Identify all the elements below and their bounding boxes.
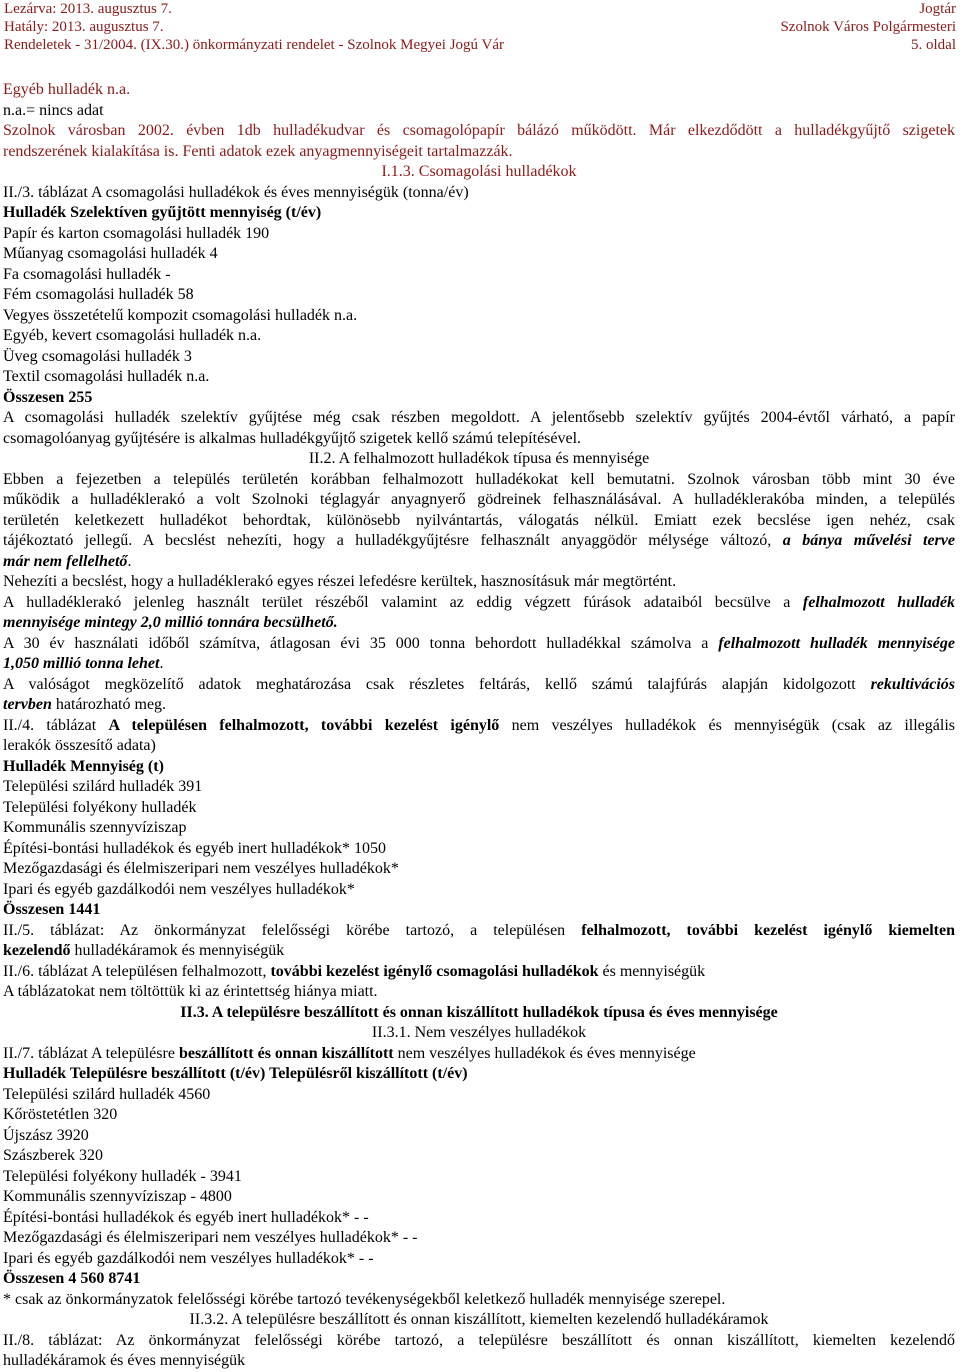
paragraph-line: 1,050 millió tonna lehet. [3,655,164,672]
table-footnote: * csak az önkormányzatok felelősségi körébe tartozó tevékenységekből keletkező hulladék mennyisége szerepel. [3,1290,726,1308]
paragraph-line: Ebben a fejezetben a település területén korábban felhalmozott hulladékokat kell bemutatni. Szolnok városban több mint 30 éve [3,470,955,488]
table-caption: II./7. táblázat A településre beszállított és onnan kiszállított nem veszélyes hulladékok és éves mennyisége [3,1044,696,1062]
table-row: Műanyag csomagolási hulladék 4 [3,245,218,262]
table-row: Szászberek 320 [3,1147,103,1164]
table-row: Kommunális szennyvíziszap - 4800 [3,1188,232,1205]
paragraph-line: működik a hulladéklerakó a volt Szolnoki téglagyár anyagnyerő gödreinek felhasználásával. A hulladéklerakóba minden, a település [3,491,955,508]
table-row: Vegyes összetételű kompozit csomagolási hulladék n.a. [3,306,358,324]
table-row: Mezőgazdasági és élelmiszeripari nem veszélyes hulladékok* [3,860,399,877]
table-row: Újszász 3920 [3,1126,89,1144]
table-header: Hulladék Településre beszállított (t/év) Településről kiszállított (t/év) [3,1065,468,1082]
section-heading: II.3.1. Nem veszélyes hulladékok [371,1024,587,1041]
header-left [4,0,504,54]
header-effective-date: Hatály: 2013. augusztus 7. [4,19,164,35]
table-caption: II./4. táblázat A településen felhalmozott, további kezelést igénylő nem veszélyes hulladékok és mennyiségük (csak az illegális [3,716,955,734]
table-note: A táblázatokat nem töltöttük ki az érintettség hiánya miatt. [3,983,378,1000]
paragraph-line: A 30 év használati időből számítva, átlagosan évi 35 000 tonna behordott hulladékkal számolva a felhalmozott hulladék mennyisége [3,634,956,652]
header-authority: Szolnok Város Polgármesteri [780,19,956,35]
paragraph-line: tervben határozható meg. [3,696,167,713]
table-total: Összesen 1441 [3,901,101,918]
table-row: Települési folyékony hulladék - 3941 [3,1167,242,1185]
table-row: Mezőgazdasági és élelmiszeripari nem veszélyes hulladékok* - - [3,1229,418,1246]
table-caption: II./6. táblázat A településen felhalmozott, további kezelést igénylő csomagolási hulladékok és mennyiségük [3,962,706,980]
table-header: Hulladék Mennyiség (t) [3,757,164,775]
table-row: Települési szilárd hulladék 4560 [3,1085,211,1103]
section-heading: II.3. A településre beszállított és onnan kiszállított hulladékok típusa és éves mennyisége [180,1003,778,1021]
table-caption: lerakók összesítő adata) [3,737,156,754]
section-heading: II.2. A felhalmozott hulladékok típusa és mennyisége [308,450,650,467]
section-heading: I.1.3. Csomagolási hulladékok [381,163,577,180]
table-row: Textil csomagolási hulladék n.a. [3,368,210,385]
paragraph-line: A hulladéklerakó jelenleg használt terület részéből valamint az eddig végzett fúrások adataiból becsülve a felhalmozott hulladék [3,593,955,611]
paragraph-line: csomagolóanyag gyűjtésére is alkalmas hulladékgyűjtő szigetek kellő számú telepítésével. [3,429,582,447]
paragraph-line: A valóságot megközelítő adatok meghatározása csak részletes feltárás, kellő számú talajfúrás alapján kidolgozott rekultivációs [3,675,955,693]
table-header: Hulladék Szelektíven gyűjtött mennyiség (t/év) [3,204,322,221]
header-regulation: Rendeletek - 31/2004. (IX.30.) önkormányzati rendelet - Szolnok Megyei Jogú Vár [4,37,505,53]
header-right [780,0,956,54]
table-total: Összesen 4 560 8741 [3,1270,141,1287]
table-row: Ipari és egyéb gazdálkodói nem veszélyes hulladékok* [3,880,355,898]
table-row: Papír és karton csomagolási hulladék 190 [3,224,270,242]
table-row: Települési folyékony hulladék [3,798,197,816]
table-total: Összesen 255 [3,388,93,406]
header-source: Jogtár [919,1,956,17]
table-row: Fém csomagolási hulladék 58 [3,286,194,303]
paragraph-line: területén keletkezett hulladékot behordtak, különösebb nyilvántartás, válogatás nélkül. Emiatt ezek becslése igen nehéz, csak [3,511,955,529]
paragraph-line: A csomagolási hulladék szelektív gyűjtése még csak részben megoldott. A jelentősebb szelektív gyűjtés 2004-évtől várható, a papír [3,409,955,426]
document-body [3,80,955,1372]
other-waste-line: Egyéb hulladék n.a. [3,81,131,98]
paragraph-line: Nehezíti a becslést, hogy a hulladéklerakó egyes részei lefedésre kerültek, hasznosításuk már megtörtént. [3,573,677,590]
table-caption: II./3. táblázat A csomagolási hulladékok és éves mennyiségük (tonna/év) [3,183,469,201]
table-row: Egyéb, kevert csomagolási hulladék n.a. [3,327,262,344]
table-row: Kőröstetétlen 320 [3,1106,118,1123]
header-closed-date: Lezárva: 2013. augusztus 7. [4,1,172,17]
table-row: Fa csomagolási hulladék - [3,265,171,283]
table-row: Építési-bontási hulladékok és egyéb inert hulladékok* 1050 [3,839,387,857]
paragraph-line: mennyisége mintegy 2,0 millió tonnára becsülhető. [3,614,338,631]
table-row: Építési-bontási hulladékok és egyéb inert hulladékok* - - [3,1208,369,1226]
section-heading: II.3.2. A településre beszállított és onnan kiszállított, kiemelten kezelendő hulladékáramok [189,1311,769,1328]
page-header [0,0,960,54]
table-row: Ipari és egyéb gazdálkodói nem veszélyes hulladékok* - - [3,1249,374,1267]
paragraph-line: tájékoztató jellegű. A becslést nehezíti, hogy a hulladékgyűjtésre felhasznált anyaggödör mélysége változó, a bánya művelési terve [3,532,955,549]
table-row: Kommunális szennyvíziszap [3,819,187,836]
page-number: 5. oldal [911,37,956,53]
paragraph-line: rendszerének kialakítása is. Fenti adatok ezek anyagmennyiségeit tartalmazzák. [3,142,513,160]
table-caption: hulladékáramok és éves mennyiségük [3,1352,246,1369]
table-row: Üveg csomagolási hulladék 3 [3,347,192,365]
table-row: Települési szilárd hulladék 391 [3,778,203,795]
table-caption: II./8. táblázat: Az önkormányzat felelősségi körébe tartozó, a településre beszállított és onnan kiszállított, kiemelten kezelendő [3,1331,955,1349]
paragraph-line: már nem fellelhető. [3,552,132,570]
paragraph-line: Szolnok városban 2002. évben 1db hulladékudvar és csomagolópapír bálázó működött. Már elkezdődött a hulladékgyűjtő szigetek [3,122,955,139]
na-legend: n.a.= nincs adat [3,101,104,119]
table-caption: II./5. táblázat: Az önkormányzat felelősségi körébe tartozó, a településen felhalmozott, további kezelést igénylő kiemelten [3,921,956,939]
table-caption: kezelendő hulladékáramok és mennyiségük [3,942,285,959]
